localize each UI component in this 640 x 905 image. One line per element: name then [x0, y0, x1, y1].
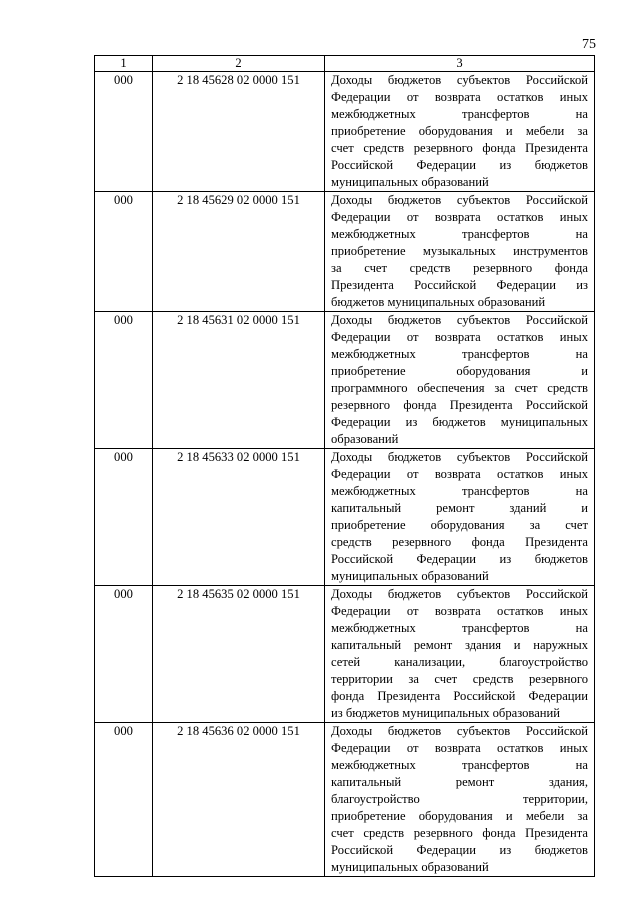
description-line: межбюджетных трансфертов на — [331, 621, 588, 635]
description-line: межбюджетных трансфертов на — [331, 227, 588, 241]
description-cell — [325, 586, 595, 723]
admin-code-cell: 000 — [95, 723, 153, 877]
description-line: Российской Федерации из бюджетов — [331, 158, 588, 172]
description-line: приобретение оборудования и мебели за — [331, 124, 588, 138]
description-line: Доходы бюджетов субъектов Российской — [331, 73, 588, 87]
description-line: капитальный ремонт здания и наружных — [331, 638, 588, 652]
description-line: бюджетов муниципальных образований — [331, 295, 546, 309]
description-line: муниципальных образований — [331, 569, 489, 583]
description-line: приобретение оборудования и мебели за — [331, 809, 588, 823]
admin-code-cell: 000 — [95, 312, 153, 449]
description-line: сетей канализации, благоустройство — [331, 655, 588, 669]
description-line: резервного фонда Президента Российской — [331, 398, 588, 412]
description-line: капитальный ремонт зданий и — [331, 501, 588, 515]
description-line: Федерации от возврата остатков иных — [331, 741, 588, 755]
description-line: Президента Российской Федерации из — [331, 278, 588, 292]
description-cell — [325, 72, 595, 192]
table-row — [95, 72, 595, 192]
table-row — [95, 449, 595, 586]
budget-code-cell: 2 18 45628 02 0000 151 — [153, 72, 325, 192]
column-header-3: 3 — [325, 56, 595, 72]
description-line: Доходы бюджетов субъектов Российской — [331, 450, 588, 464]
description-line: Доходы бюджетов субъектов Российской — [331, 193, 588, 207]
description-line: из бюджетов муниципальных образований — [331, 706, 561, 720]
description-line: Доходы бюджетов субъектов Российской — [331, 724, 588, 738]
description-line: межбюджетных трансфертов на — [331, 107, 588, 121]
description-line: благоустройство территории, — [331, 792, 588, 806]
description-line: образований — [331, 432, 399, 446]
admin-code-cell: 000 — [95, 449, 153, 586]
description-line: за счет средств резервного фонда — [331, 261, 588, 275]
budget-code-cell: 2 18 45635 02 0000 151 — [153, 586, 325, 723]
description-line: приобретение музыкальных инструментов — [331, 244, 588, 258]
description-line: Доходы бюджетов субъектов Российской — [331, 587, 588, 601]
column-header-2: 2 — [153, 56, 325, 72]
budget-code-cell: 2 18 45629 02 0000 151 — [153, 192, 325, 312]
admin-code-cell: 000 — [95, 72, 153, 192]
table-header-row — [95, 56, 595, 72]
column-header-1: 1 — [95, 56, 153, 72]
budget-code-cell: 2 18 45633 02 0000 151 — [153, 449, 325, 586]
description-line: Федерации от возврата остатков иных — [331, 210, 588, 224]
budget-codes-table — [94, 55, 595, 877]
description-line: приобретение оборудования за счет — [331, 518, 588, 532]
page-number: 75 — [582, 37, 596, 52]
description-cell — [325, 449, 595, 586]
description-line: средств резервного фонда Президента — [331, 535, 588, 549]
description-cell — [325, 312, 595, 449]
description-cell — [325, 723, 595, 877]
description-line: приобретение оборудования и — [331, 364, 588, 378]
budget-code-cell: 2 18 45636 02 0000 151 — [153, 723, 325, 877]
description-line: Федерации от возврата остатков иных — [331, 467, 588, 481]
table-row — [95, 723, 595, 877]
description-line: счет средств резервного фонда Президента — [331, 826, 588, 840]
description-line: Российской Федерации из бюджетов — [331, 552, 588, 566]
description-line: муниципальных образований — [331, 860, 489, 874]
description-line: Доходы бюджетов субъектов Российской — [331, 313, 588, 327]
description-line: муниципальных образований — [331, 175, 489, 189]
description-line: межбюджетных трансфертов на — [331, 347, 588, 361]
admin-code-cell: 000 — [95, 192, 153, 312]
description-line: Федерации от возврата остатков иных — [331, 604, 588, 618]
table-row — [95, 586, 595, 723]
description-line: программного обеспечения за счет средств — [331, 381, 588, 395]
description-line: Федерации от возврата остатков иных — [331, 90, 588, 104]
description-line: Федерации из бюджетов муниципальных — [331, 415, 588, 429]
description-line: Федерации от возврата остатков иных — [331, 330, 588, 344]
description-line: межбюджетных трансфертов на — [331, 484, 588, 498]
description-cell — [325, 192, 595, 312]
table-row — [95, 192, 595, 312]
description-line: капитальный ремонт здания, — [331, 775, 588, 789]
description-line: счет средств резервного фонда Президента — [331, 141, 588, 155]
table-row — [95, 312, 595, 449]
description-line: межбюджетных трансфертов на — [331, 758, 588, 772]
description-line: территории за счет средств резервного — [331, 672, 588, 686]
admin-code-cell: 000 — [95, 586, 153, 723]
description-line: фонда Президента Российской Федерации — [331, 689, 588, 703]
description-line: Российской Федерации из бюджетов — [331, 843, 588, 857]
budget-code-cell: 2 18 45631 02 0000 151 — [153, 312, 325, 449]
table-body — [95, 72, 595, 877]
